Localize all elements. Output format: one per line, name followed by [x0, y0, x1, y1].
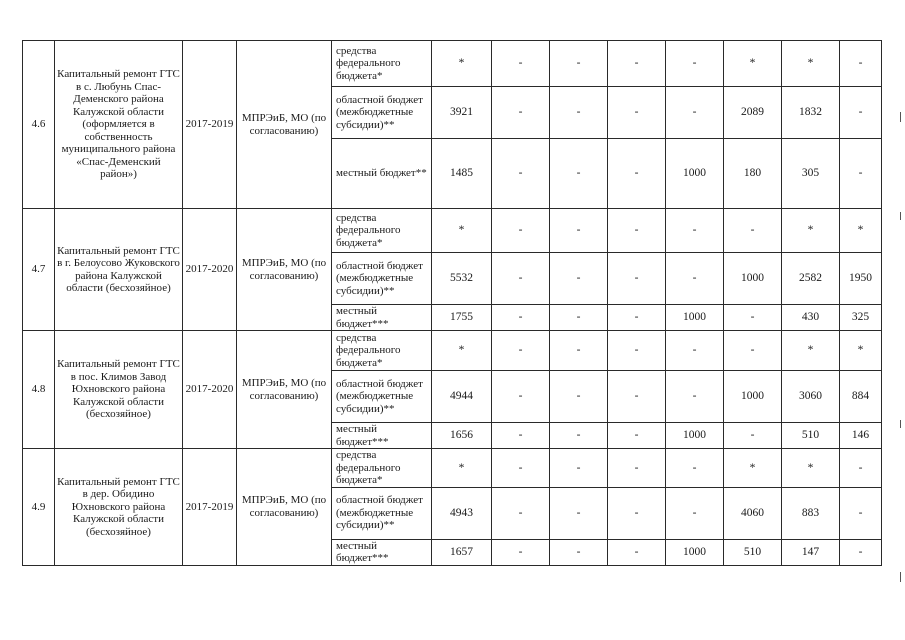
- funding-value: 884: [840, 371, 882, 423]
- funding-value: -: [666, 253, 724, 305]
- item-number: 4.6: [23, 41, 55, 209]
- funding-value: -: [666, 331, 724, 371]
- funding-value: -: [550, 87, 608, 139]
- funding-value: -: [666, 41, 724, 87]
- funding-value: -: [608, 539, 666, 565]
- item-executor: МПРЭиБ, МО (по согласованию): [237, 449, 332, 566]
- funding-value: -: [550, 449, 608, 488]
- funding-value: -: [550, 41, 608, 87]
- funding-source: местный бюджет***: [332, 539, 432, 565]
- funding-value: -: [550, 487, 608, 539]
- funding-source: местный бюджет***: [332, 423, 432, 449]
- funding-value: -: [550, 423, 608, 449]
- funding-value: -: [608, 371, 666, 423]
- funding-value: -: [608, 487, 666, 539]
- funding-value: *: [840, 209, 882, 253]
- funding-value: *: [840, 331, 882, 371]
- funding-value: 883: [782, 487, 840, 539]
- funding-value: *: [782, 41, 840, 87]
- funding-value: -: [492, 41, 550, 87]
- item-executor: МПРЭиБ, МО (по согласованию): [237, 41, 332, 209]
- funding-value: 1950: [840, 253, 882, 305]
- funding-value: -: [840, 539, 882, 565]
- scan-edge-mark: [900, 420, 901, 428]
- funding-value: -: [608, 139, 666, 209]
- funding-value: -: [608, 41, 666, 87]
- funding-value: -: [608, 449, 666, 488]
- funding-source: областной бюджет (межбюджетные субсидии)**: [332, 87, 432, 139]
- funding-value: 1000: [724, 253, 782, 305]
- funding-source: местный бюджет***: [332, 305, 432, 331]
- funding-value: -: [492, 305, 550, 331]
- funding-value: 1657: [432, 539, 492, 565]
- table-row: [23, 331, 882, 371]
- funding-value: 1656: [432, 423, 492, 449]
- funding-value: -: [492, 371, 550, 423]
- item-number: 4.7: [23, 209, 55, 331]
- funding-source: средства федерального бюджета*: [332, 331, 432, 371]
- funding-value: -: [724, 423, 782, 449]
- funding-value: -: [840, 139, 882, 209]
- scan-edge-mark: [900, 572, 901, 582]
- funding-value: 1485: [432, 139, 492, 209]
- item-years: 2017-2019: [183, 449, 237, 566]
- funding-value: 1000: [666, 305, 724, 331]
- funding-value: 1000: [666, 539, 724, 565]
- funding-value: -: [608, 305, 666, 331]
- funding-value: -: [840, 87, 882, 139]
- funding-value: -: [840, 41, 882, 87]
- funding-source: областной бюджет (межбюджетные субсидии)**: [332, 371, 432, 423]
- funding-value: -: [608, 253, 666, 305]
- funding-value: -: [492, 87, 550, 139]
- funding-value: -: [608, 423, 666, 449]
- funding-value: -: [724, 209, 782, 253]
- budget-table-body: [23, 41, 882, 566]
- funding-value: 1832: [782, 87, 840, 139]
- funding-value: 1000: [724, 371, 782, 423]
- funding-value: 5532: [432, 253, 492, 305]
- item-name: Капитальный ремонт ГТС в пос. Климов Завод Юхновского района Калужской области (бесхозяйное): [55, 331, 183, 449]
- funding-value: 1000: [666, 139, 724, 209]
- funding-value: -: [492, 139, 550, 209]
- item-name: Капитальный ремонт ГТС в г. Белоусово Жуковского района Калужской области (бесхозяйное): [55, 209, 183, 331]
- funding-value: *: [782, 331, 840, 371]
- funding-value: -: [666, 371, 724, 423]
- funding-source: областной бюджет (межбюджетные субсидии)**: [332, 253, 432, 305]
- funding-value: -: [666, 449, 724, 488]
- funding-value: -: [666, 209, 724, 253]
- budget-table-page: [22, 40, 871, 566]
- funding-value: -: [492, 423, 550, 449]
- funding-value: -: [550, 139, 608, 209]
- item-number: 4.8: [23, 331, 55, 449]
- funding-value: -: [608, 209, 666, 253]
- item-number: 4.9: [23, 449, 55, 566]
- item-executor: МПРЭиБ, МО (по согласованию): [237, 331, 332, 449]
- funding-value: 430: [782, 305, 840, 331]
- funding-value: -: [840, 449, 882, 488]
- funding-value: -: [550, 539, 608, 565]
- table-row: [23, 209, 882, 253]
- funding-source: средства федерального бюджета*: [332, 209, 432, 253]
- item-years: 2017-2020: [183, 331, 237, 449]
- funding-value: 1000: [666, 423, 724, 449]
- funding-value: 3060: [782, 371, 840, 423]
- funding-value: *: [432, 41, 492, 87]
- funding-value: 180: [724, 139, 782, 209]
- funding-value: 146: [840, 423, 882, 449]
- funding-value: -: [666, 487, 724, 539]
- funding-value: 2089: [724, 87, 782, 139]
- funding-value: -: [492, 539, 550, 565]
- funding-source: местный бюджет**: [332, 139, 432, 209]
- funding-value: -: [550, 331, 608, 371]
- funding-value: 1755: [432, 305, 492, 331]
- funding-value: *: [724, 449, 782, 488]
- funding-value: -: [492, 449, 550, 488]
- funding-value: *: [432, 209, 492, 253]
- item-executor: МПРЭиБ, МО (по согласованию): [237, 209, 332, 331]
- funding-value: -: [724, 331, 782, 371]
- funding-value: *: [724, 41, 782, 87]
- funding-value: 147: [782, 539, 840, 565]
- funding-value: *: [432, 449, 492, 488]
- funding-value: -: [550, 305, 608, 331]
- funding-value: -: [550, 253, 608, 305]
- funding-value: -: [492, 209, 550, 253]
- scan-edge-mark: [900, 212, 901, 220]
- funding-value: -: [608, 87, 666, 139]
- scan-edge-mark: [900, 112, 901, 122]
- funding-value: -: [724, 305, 782, 331]
- funding-value: -: [492, 331, 550, 371]
- funding-value: -: [492, 487, 550, 539]
- funding-value: 4944: [432, 371, 492, 423]
- funding-value: 325: [840, 305, 882, 331]
- item-name: Капитальный ремонт ГТС в дер. Обидино Юхновского района Калужской области (бесхозяйное): [55, 449, 183, 566]
- funding-value: 3921: [432, 87, 492, 139]
- funding-source: областной бюджет (межбюджетные субсидии)**: [332, 487, 432, 539]
- item-years: 2017-2020: [183, 209, 237, 331]
- item-years: 2017-2019: [183, 41, 237, 209]
- funding-value: 510: [724, 539, 782, 565]
- funding-value: 2582: [782, 253, 840, 305]
- funding-value: -: [550, 371, 608, 423]
- funding-value: -: [608, 331, 666, 371]
- funding-value: -: [840, 487, 882, 539]
- funding-value: 4060: [724, 487, 782, 539]
- funding-source: средства федерального бюджета*: [332, 41, 432, 87]
- funding-value: 305: [782, 139, 840, 209]
- funding-value: -: [492, 253, 550, 305]
- item-name: Капитальный ремонт ГТС в с. Любунь Спас-Деменского района Калужской области (оформляется в собственность муниципального района «Спас-Деменский район»): [55, 41, 183, 209]
- funding-value: 4943: [432, 487, 492, 539]
- funding-value: *: [782, 209, 840, 253]
- funding-value: 510: [782, 423, 840, 449]
- budget-table: [22, 40, 882, 566]
- funding-value: *: [432, 331, 492, 371]
- funding-value: -: [666, 87, 724, 139]
- funding-value: -: [550, 209, 608, 253]
- table-row: [23, 41, 882, 87]
- table-row: [23, 449, 882, 488]
- funding-source: средства федерального бюджета*: [332, 449, 432, 488]
- funding-value: *: [782, 449, 840, 488]
